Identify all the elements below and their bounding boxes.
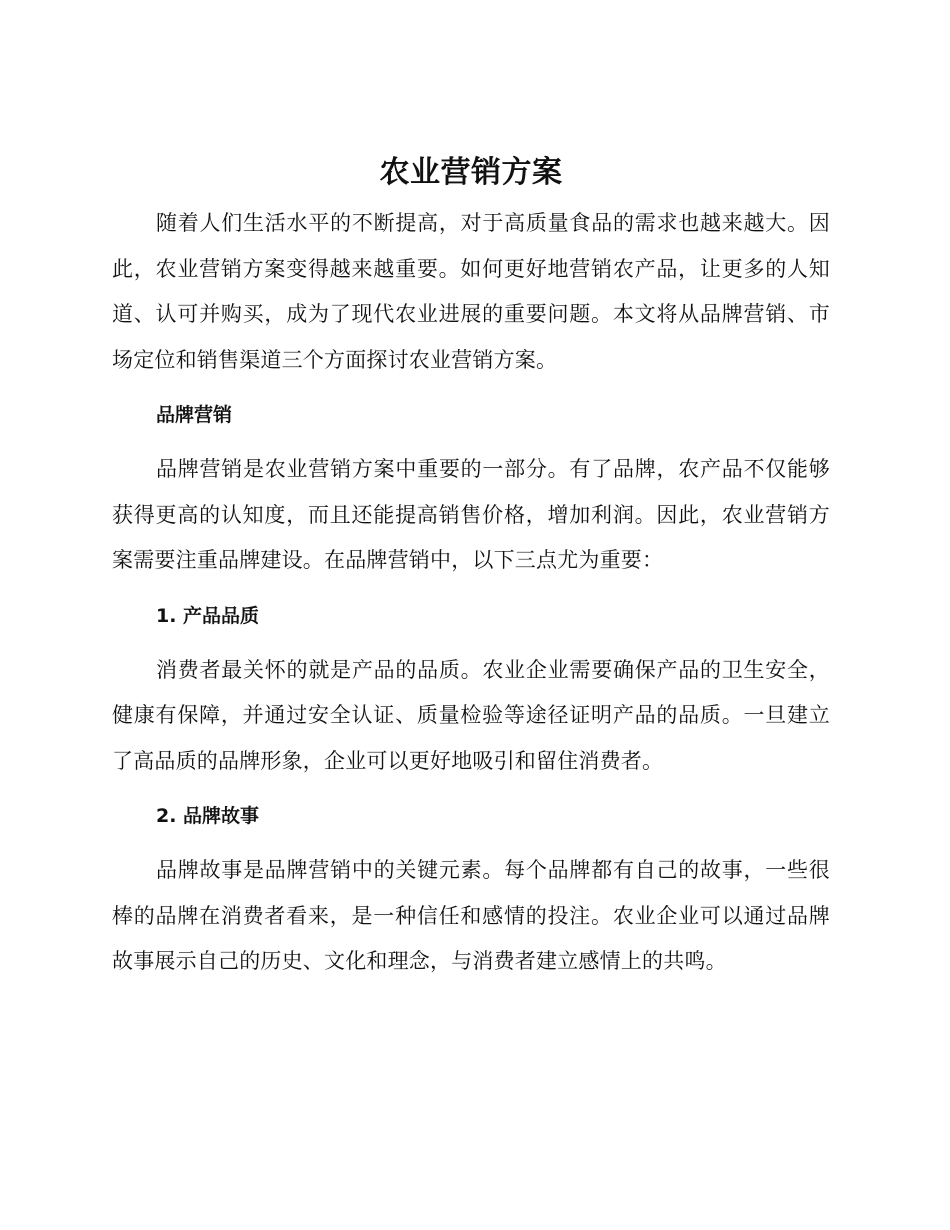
document-title: 农业营销方案 [379,155,563,190]
brand-marketing-paragraph: 品牌营销是农业营销方案中重要的一部分。有了品牌，农产品不仅能够获得更高的认知度，而且还能提高销售价格，增加利润。因此，农业营销方案需要注重品牌建设。在品牌营销中，以下三点尤为重要： [112,457,830,572]
spacer [112,383,830,393]
spacer [112,784,830,794]
spacer [112,638,830,648]
intro-paragraph: 随着人们生活水平的不断提高，对于高质量食品的需求也越来越大。因此，农业营销方案变得越来越重要。如何更好地营销农产品，让更多的人知道、认可并购买，成为了现代农业进展的重要问题。本文将从品牌营销、市场定位和销售渠道三个方面探讨农业营销方案。 [112,211,830,372]
spacer [112,437,830,447]
product-quality-paragraph: 消费者最关怀的就是产品的品质。农业企业需要确保产品的卫生安全，健康有保障，并通过安全认证、质量检验等途径证明产品的品质。一旦建立了高品质的品牌形象，企业可以更好地吸引和留住消费者。 [112,657,830,773]
spacer [112,584,830,594]
spacer [112,838,830,848]
subheading-product-quality: 1. 产品品质 [156,604,260,627]
document-body [112,145,830,985]
subheading-brand-story: 2. 品牌故事 [156,805,260,827]
section-heading-brand-marketing: 品牌营销 [156,404,233,426]
brand-story-paragraph: 品牌故事是品牌营销中的关键元素。每个品牌都有自己的故事，一些很棒的品牌在消费者看来，是一种信任和感情的投注。农业企业可以通过品牌故事展示自己的历史、文化和理念，与消费者建立感情上的共鸣。 [112,858,830,973]
